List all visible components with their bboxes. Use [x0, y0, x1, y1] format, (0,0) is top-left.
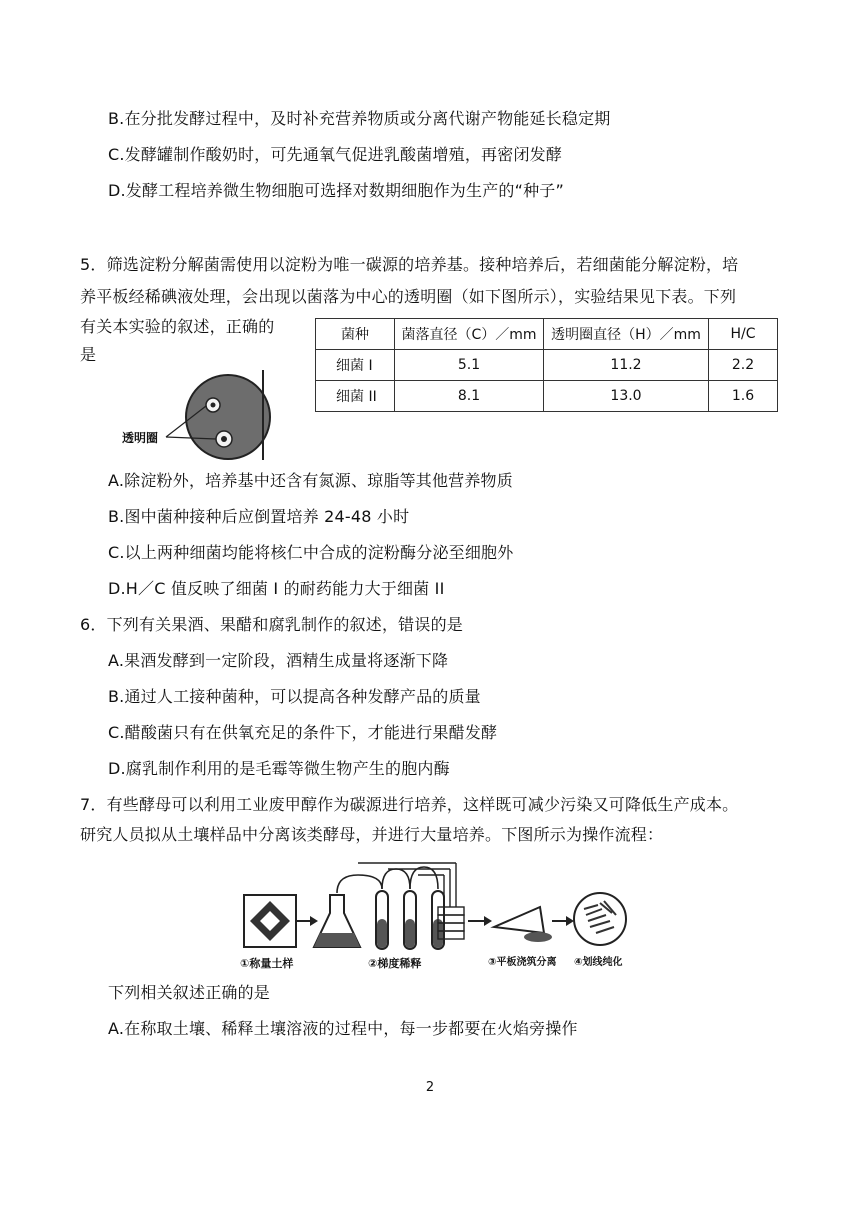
q6-option-a: A.果酒发酵到一定阶段，酒精生成量将逐渐下降 [108, 651, 449, 670]
option-c-prev: C.发酵罐制作酸奶时，可先通氧气促进乳酸菌增殖，再密闭发酵 [108, 145, 563, 164]
step-label-streak-purify: ④划线纯化 [574, 957, 623, 968]
table-header-row [316, 319, 778, 350]
q6-option-c: C.醋酸菌只有在供氧充足的条件下，才能进行果醋发酵 [108, 723, 498, 742]
table-cell: 2.2 [709, 350, 778, 381]
step-label-pour-plate: ③平板浇筑分离 [488, 957, 557, 968]
q5-stem-line3: 有关本实验的叙述，正确的 [80, 317, 275, 336]
table-header: 菌落直径（C）／mm [395, 319, 544, 350]
results-table [315, 318, 778, 412]
q5-stem-line2: 养平板经稀碘液处理，会出现以菌落为中心的透明圈（如下图所示），实验结果见下表。下列 [80, 287, 737, 306]
table-cell: 5.1 [395, 350, 544, 381]
q6-stem: 6．下列有关果酒、果醋和腐乳制作的叙述，错误的是 [80, 615, 463, 634]
option-b-prev: B.在分批发酵过程中，及时补充营养物质或分离代谢产物能延长稳定期 [108, 109, 611, 128]
table-row [316, 350, 778, 381]
q5-option-c: C.以上两种细菌均能将核仁中合成的淀粉酶分泌至细胞外 [108, 543, 514, 562]
q5-option-b: B.图中菌种接种后应倒置培养 24-48 小时 [108, 507, 410, 526]
table-header: 透明圈直径（H）／mm [544, 319, 709, 350]
table-cell: 8.1 [395, 381, 544, 412]
table-header: H/C [709, 319, 778, 350]
q7-stem-line1: 7．有些酵母可以利用工业废甲醇作为碳源进行培养，这样既可减少污染又可降低生产成本。 [80, 795, 739, 814]
step-label-gradient-dilution: ②梯度稀释 [368, 957, 422, 970]
q6-option-b: B.通过人工接种菌种，可以提高各种发酵产品的质量 [108, 687, 481, 706]
figure-label-transparent-circle: 透明圈 [122, 431, 159, 445]
q5-stem-line1: 5．筛选淀粉分解菌需使用以淀粉为唯一碳源的培养基。接种培养后，若细菌能分解淀粉，培 [80, 255, 739, 274]
table-cell: 1.6 [709, 381, 778, 412]
q6-option-d: D.腐乳制作利用的是毛霉等微生物产生的胞内酶 [108, 759, 450, 778]
q7-stem-line2: 研究人员拟从土壤样品中分离该类酵母，并进行大量培养。下图所示为操作流程： [80, 825, 664, 844]
q5-option-d: D.H／C 值反映了细菌 I 的耐药能力大于细菌 II [108, 579, 445, 598]
q7-option-a: A.在称取土壤、稀释土壤溶液的过程中，每一步都要在火焰旁操作 [108, 1019, 578, 1038]
table-cell: 11.2 [544, 350, 709, 381]
q5-option-a: A.除淀粉外，培养基中还含有氮源、琼脂等其他营养物质 [108, 471, 513, 490]
table-cell: 细菌 I [316, 350, 395, 381]
page-number: 2 [425, 1080, 435, 1095]
q7-sub-stem: 下列相关叙述正确的是 [108, 983, 271, 1002]
petri-dish-figure [118, 370, 278, 460]
table-header: 菌种 [316, 319, 395, 350]
process-flow-figure [228, 855, 648, 975]
table-cell: 细菌 II [316, 381, 395, 412]
q5-stem-line4: 是 [80, 345, 97, 364]
table-cell: 13.0 [544, 381, 709, 412]
step-label-weigh-soil: ①称量土样 [240, 957, 294, 970]
table-row [316, 381, 778, 412]
option-d-prev: D.发酵工程培养微生物细胞可选择对数期细胞作为生产的“种子” [108, 181, 564, 200]
